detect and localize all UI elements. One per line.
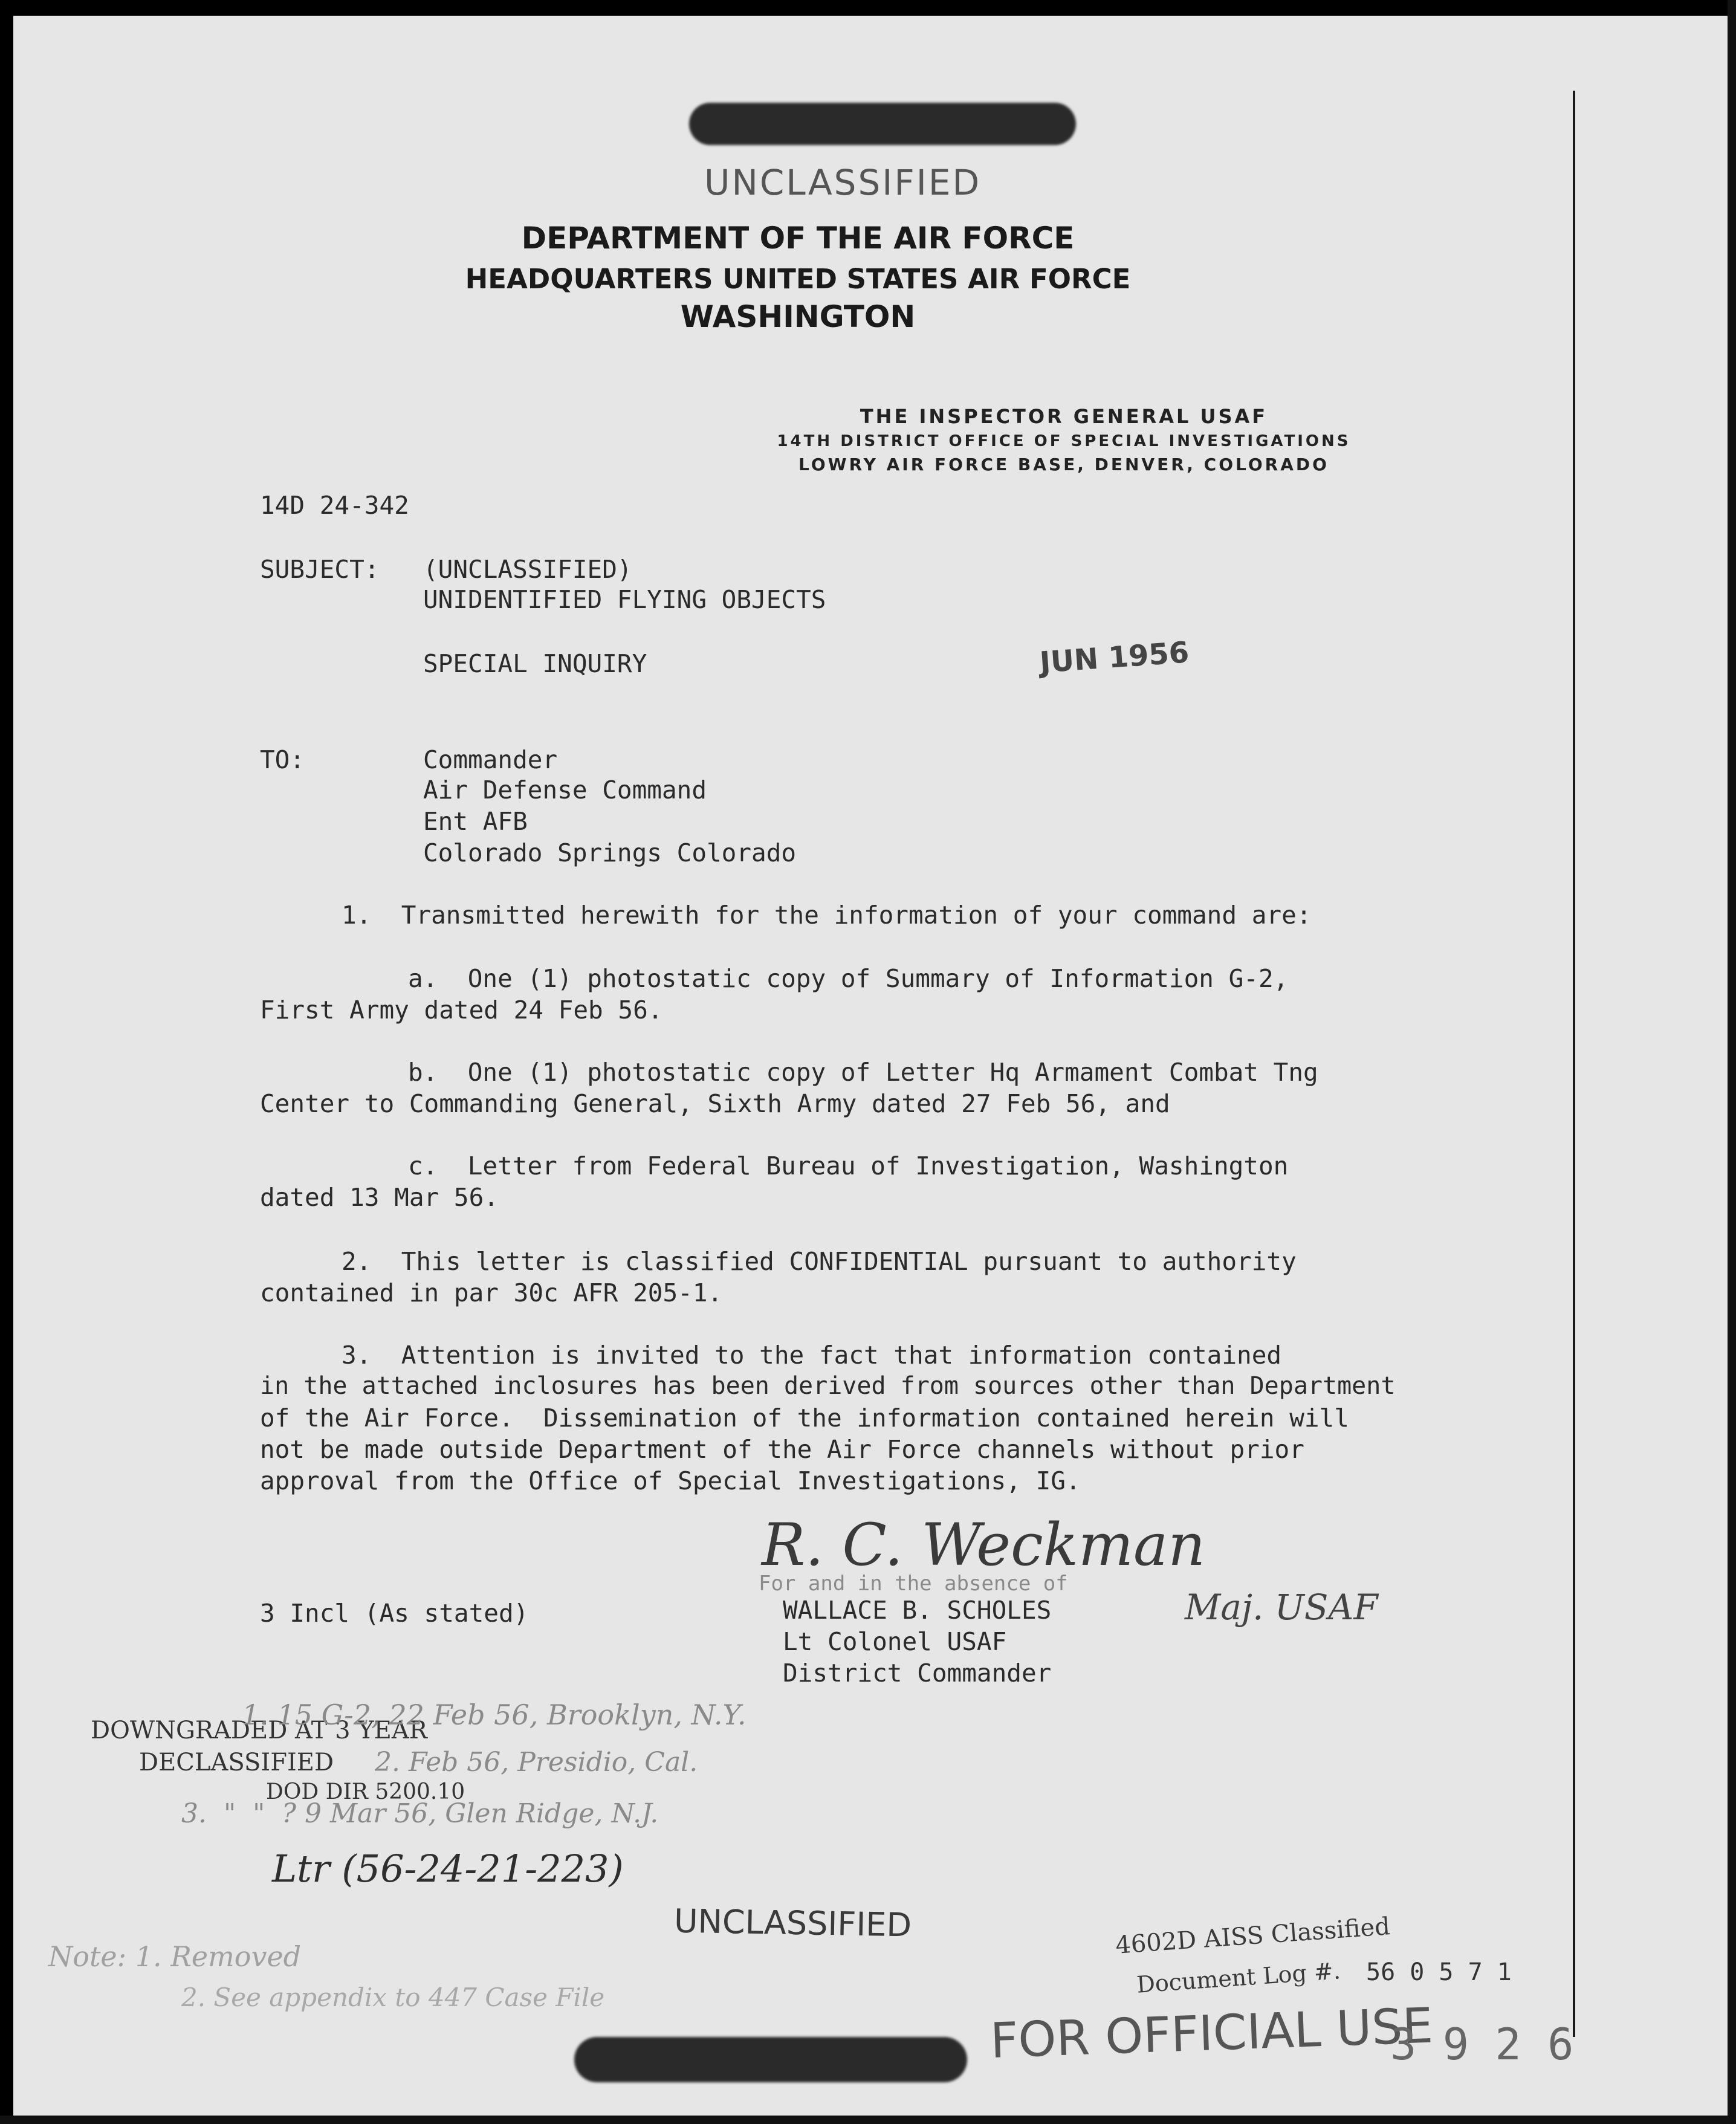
- item-c-line-1: c. Letter from Federal Bureau of Investigation, Washington: [408, 1151, 1289, 1180]
- paragraph-2-line-2: contained in par 30c AFR 205-1.: [260, 1278, 723, 1307]
- handwritten-note-1: 1. 15 G-2, 22 Feb 56, Brooklyn, N.Y.: [242, 1698, 747, 1731]
- paragraph-3-line-3: of the Air Force. Dissemination of the information contained herein will: [260, 1404, 1349, 1433]
- for-official-use-stamp: FOR OFFICIAL USE: [989, 1997, 1434, 2069]
- item-b-line-1: b. One (1) photostatic copy of Letter Hq Armament Combat Tng: [408, 1058, 1318, 1087]
- office-line-1: THE INSPECTOR GENERAL USAF: [860, 405, 1268, 428]
- log-stamp-line-2: Document Log #.: [1135, 1957, 1342, 1998]
- signature-title: District Commander: [783, 1659, 1052, 1688]
- log-stamp-line-1: 4602D AISS Classified: [1114, 1912, 1391, 1960]
- letterhead-line-3: WASHINGTON: [680, 299, 916, 334]
- paragraph-1: 1. Transmitted herewith for the information of your command are:: [342, 901, 1312, 930]
- letterhead-line-1: DEPARTMENT OF THE AIR FORCE: [521, 221, 1075, 256]
- handwritten-note-2: 2. Feb 56, Presidio, Cal.: [375, 1747, 698, 1778]
- paragraph-3-line-4: not be made outside Department of the Air Force channels without prior: [260, 1435, 1304, 1464]
- paragraph-3-line-1: 3. Attention is invited to the fact that information contained: [342, 1341, 1282, 1370]
- handwritten-note-3: 3. " " ? 9 Mar 56, Glen Ridge, N.J.: [181, 1798, 659, 1829]
- handwritten-note-5: Note: 1. Removed: [48, 1940, 302, 1973]
- paragraph-3-line-5: approval from the Office of Special Investigations, IG.: [260, 1466, 1081, 1495]
- scan-border-bottom: [0, 2116, 1736, 2124]
- subject-line-1: (UNCLASSIFIED): [423, 555, 632, 584]
- classification-bottom: UNCLASSIFIED: [673, 1902, 912, 1944]
- office-line-3: LOWRY AIR FORCE BASE, DENVER, COLORADO: [798, 455, 1329, 474]
- paragraph-3-line-2: in the attached inclosures has been derived from sources other than Department: [260, 1372, 1396, 1400]
- to-line-1: Commander: [423, 745, 558, 774]
- office-line-2: 14TH DISTRICT OFFICE OF SPECIAL INVESTIGATIONS: [777, 432, 1351, 450]
- redaction-bottom: [574, 2037, 967, 2082]
- margin-rule: [1573, 91, 1575, 2037]
- to-line-3: Ent AFB: [423, 807, 528, 836]
- subject-line-3: SPECIAL INQUIRY: [423, 649, 647, 678]
- signature-rank-note: Maj. USAF: [1185, 1587, 1378, 1628]
- signature-name: WALLACE B. SCHOLES: [783, 1596, 1052, 1625]
- signature-for-line: For and in the absence of: [759, 1572, 1068, 1596]
- handwritten-note-4: Ltr (56-24-21-223): [272, 1847, 624, 1891]
- downgrade-line-2: DECLASSIFIED: [139, 1749, 334, 1776]
- letterhead-line-2: HEADQUARTERS UNITED STATES AIR FORCE: [465, 263, 1131, 295]
- handwritten-signature: R. C. Weckman: [762, 1511, 1206, 1579]
- item-a-line-2: First Army dated 24 Feb 56.: [260, 996, 663, 1025]
- to-line-2: Air Defense Command: [423, 775, 707, 805]
- scan-border-top: [0, 0, 1736, 16]
- date-stamp: JUN 1956: [1038, 635, 1190, 680]
- redaction-top: [689, 103, 1076, 145]
- signature-rank: Lt Colonel USAF: [783, 1627, 1007, 1656]
- downgrade-line-3: DOD DIR 5200.10: [266, 1779, 465, 1804]
- downgrade-line-1: DOWNGRADED AT 3 YEAR: [91, 1717, 427, 1744]
- classification-top: UNCLASSIFIED: [704, 162, 982, 203]
- scan-border-right: [1728, 0, 1736, 2124]
- to-label: TO:: [260, 745, 305, 774]
- log-number: 56 0 5 7 1: [1366, 1958, 1512, 1986]
- to-line-4: Colorado Springs Colorado: [423, 838, 797, 867]
- reference-number: 14D 24-342: [260, 491, 409, 520]
- enclosures-note: 3 Incl (As stated): [260, 1599, 529, 1628]
- subject-line-2: UNIDENTIFIED FLYING OBJECTS: [423, 585, 826, 614]
- log-trailing-number: 3 9 2 6: [1390, 2019, 1574, 2070]
- handwritten-note-6: 2. See appendix to 447 Case File: [181, 1983, 605, 2012]
- paragraph-2-line-1: 2. This letter is classified CONFIDENTIAL pursuant to authority: [342, 1247, 1297, 1276]
- subject-label: SUBJECT:: [260, 555, 380, 584]
- item-a-line-1: a. One (1) photostatic copy of Summary of Information G-2,: [408, 964, 1289, 993]
- item-b-line-2: Center to Commanding General, Sixth Army dated 27 Feb 56, and: [260, 1089, 1170, 1118]
- item-c-line-2: dated 13 Mar 56.: [260, 1183, 499, 1212]
